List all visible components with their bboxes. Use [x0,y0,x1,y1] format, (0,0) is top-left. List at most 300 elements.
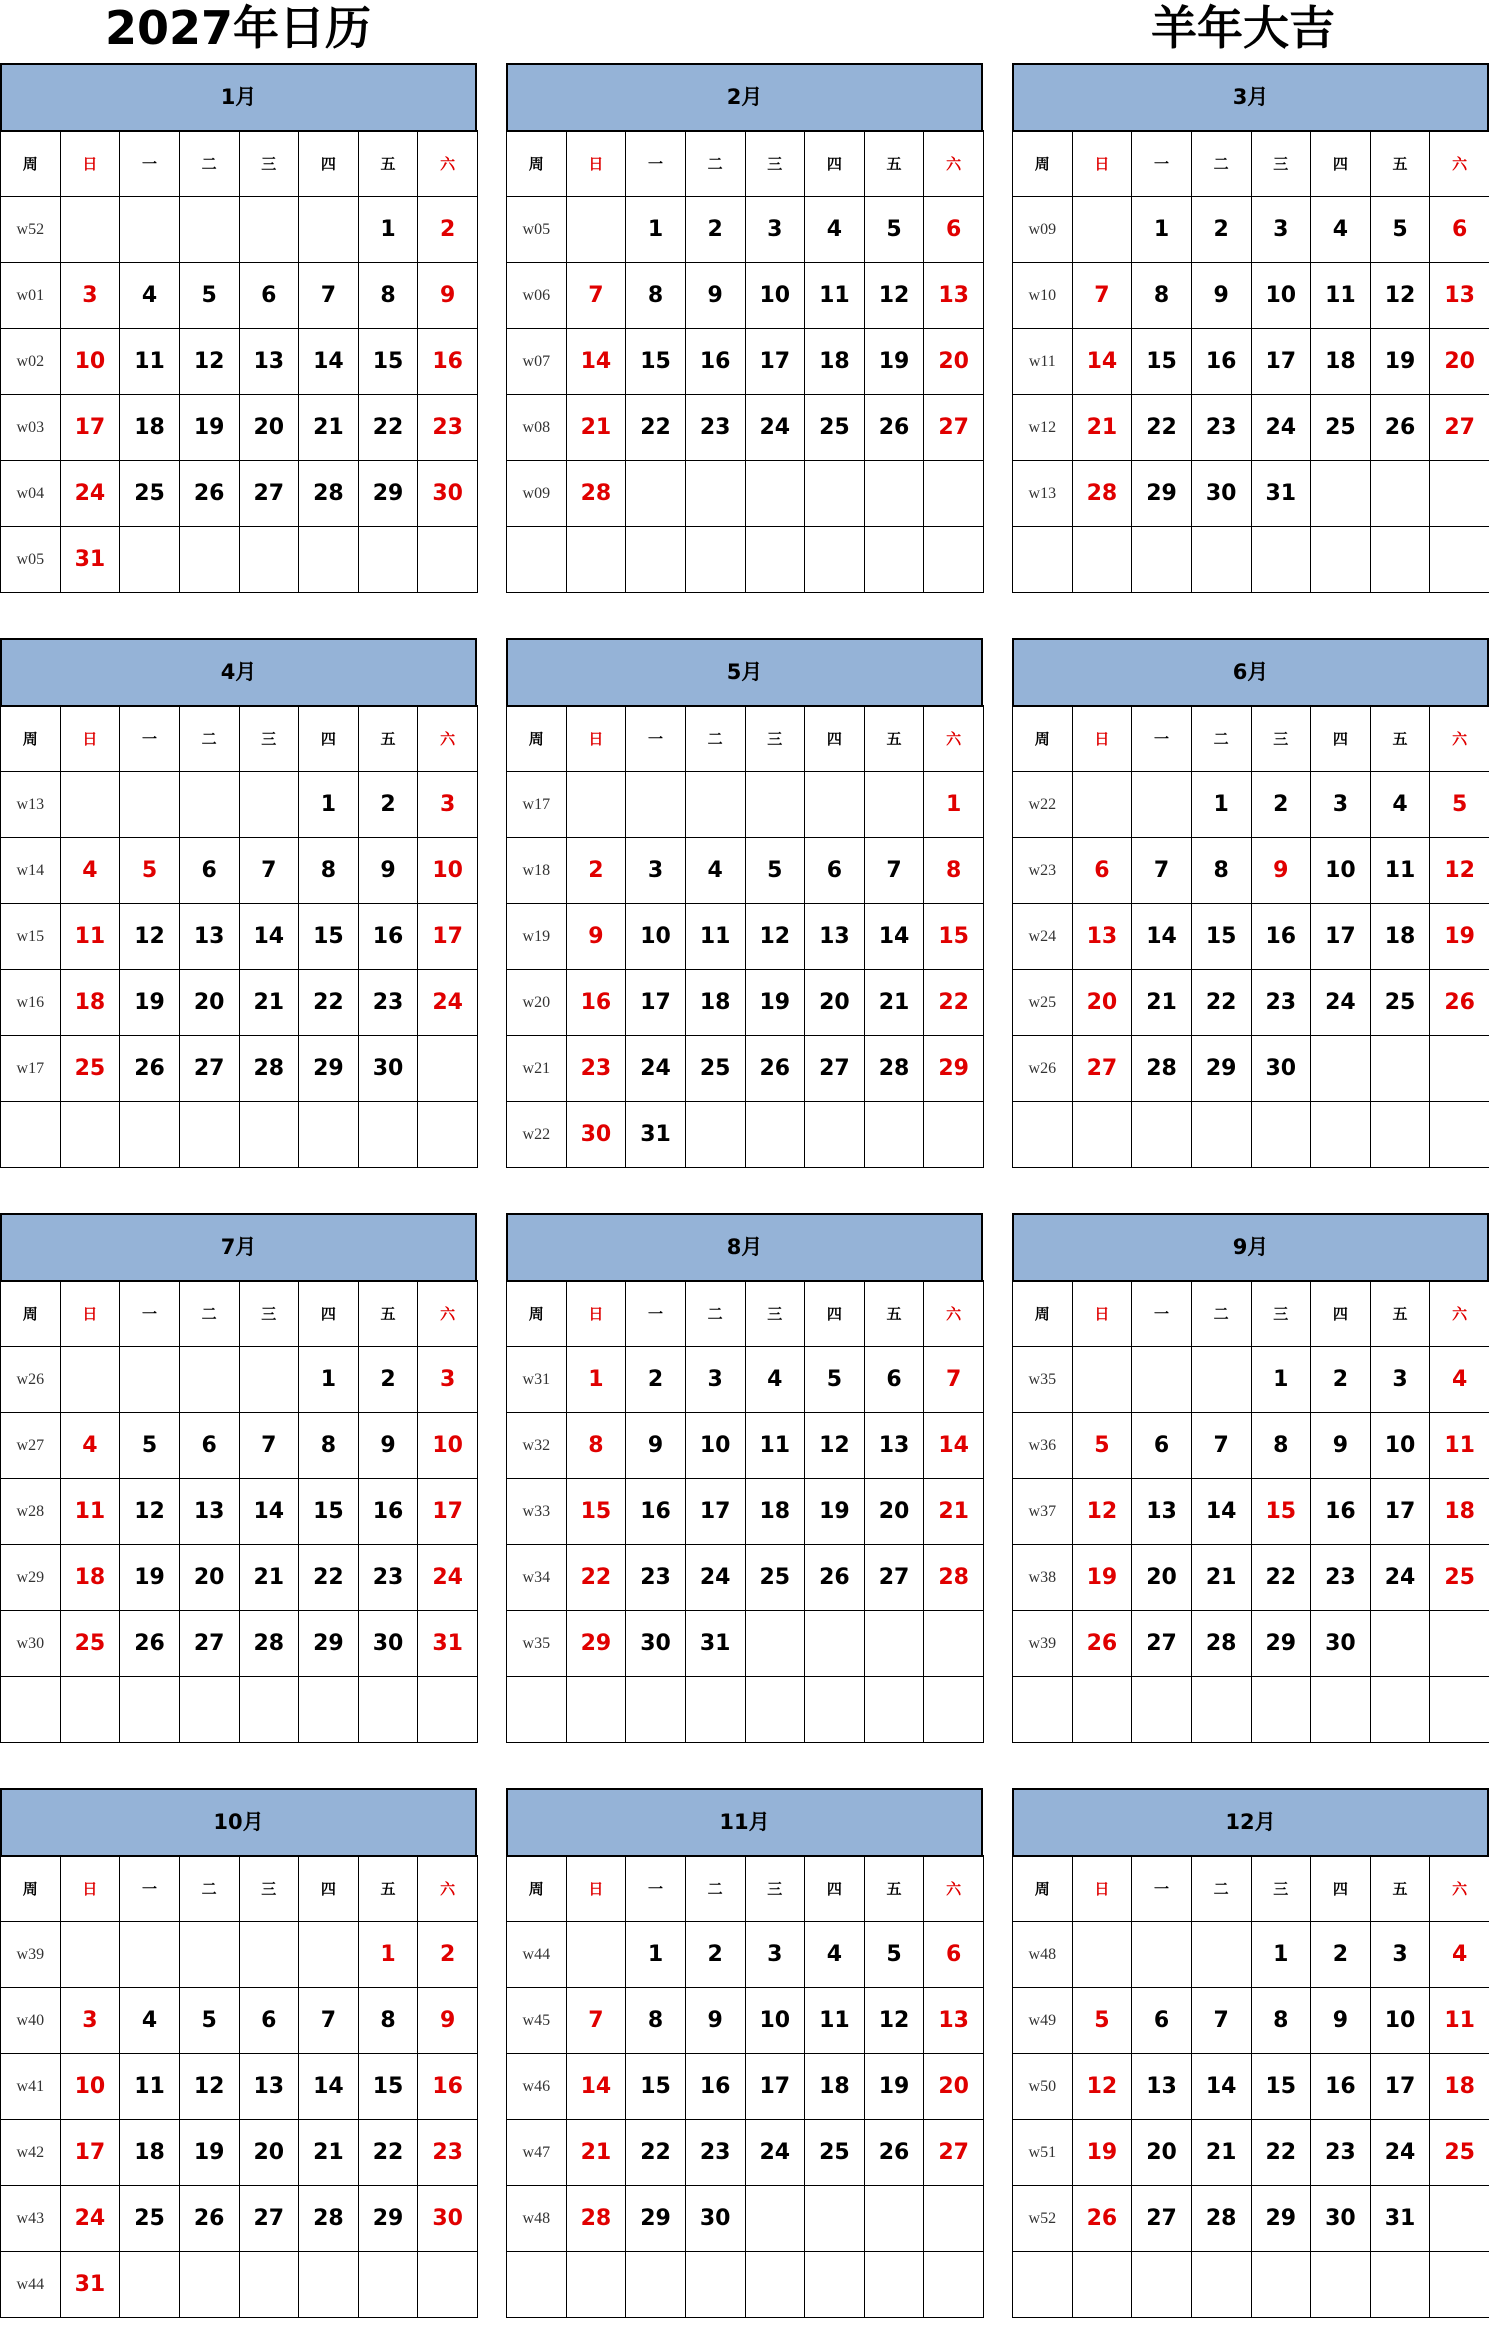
day-cell: 22 [1132,395,1192,461]
empty-day-cell [1370,461,1430,527]
day-cell: 15 [299,1479,359,1545]
empty-day-cell [805,461,865,527]
weekday-label: 二 [685,131,745,197]
weekday-label: 一 [1132,1856,1192,1922]
weekday-label: 一 [626,1856,686,1922]
week-row [507,2252,984,2318]
weekday-label: 六 [924,1281,984,1347]
week-row [507,1545,984,1611]
week-row [507,461,984,527]
day-cell: 3 [745,1922,805,1988]
day-cell: 7 [1191,1988,1251,2054]
day-cell: 26 [1370,395,1430,461]
day-cell: 26 [120,1036,180,1102]
week-row [1,263,478,329]
day-cell: 8 [566,1413,626,1479]
day-cell: 15 [1251,1479,1311,1545]
weekday-label: 四 [805,706,865,772]
weekday-label: 日 [1072,1856,1132,1922]
weekday-label: 五 [358,1856,418,1922]
day-cell: 9 [1311,1413,1371,1479]
week-row [1013,1036,1489,1102]
empty-day-cell [626,772,686,838]
day-cell: 15 [1132,329,1192,395]
week-row [1,1611,478,1677]
day-cell: 2 [566,838,626,904]
week-row [1013,2252,1489,2318]
week-number: w31 [507,1347,567,1413]
day-cell: 17 [418,1479,478,1545]
day-cell: 26 [1072,2186,1132,2252]
week-number: w14 [1,838,61,904]
empty-day-cell [239,527,299,593]
day-cell: 27 [1430,395,1489,461]
week-number: w42 [1,2120,61,2186]
weekday-label: 三 [745,706,805,772]
week-number: w48 [507,2186,567,2252]
day-cell: 6 [805,838,865,904]
weekday-label: 三 [239,1856,299,1922]
week-row [1013,1611,1489,1677]
day-cell: 18 [685,970,745,1036]
day-cell: 31 [60,2252,120,2318]
day-cell: 20 [179,970,239,1036]
day-cell: 31 [1370,2186,1430,2252]
weekday-header-row [1,1856,478,1922]
empty-day-cell [1072,1677,1132,1743]
week-number: w21 [507,1036,567,1102]
day-cell: 21 [1072,395,1132,461]
day-cell: 11 [1311,263,1371,329]
week-row [1,2252,478,2318]
day-cell: 13 [179,1479,239,1545]
month-grid [1012,1280,1489,1743]
empty-day-cell [1072,197,1132,263]
day-cell: 17 [418,904,478,970]
day-cell: 4 [120,263,180,329]
day-cell: 24 [626,1036,686,1102]
empty-day-cell [1072,1347,1132,1413]
empty-day-cell [299,1922,359,1988]
day-cell: 10 [60,2054,120,2120]
weekday-label: 四 [805,1281,865,1347]
week-row [1,1036,478,1102]
day-cell: 15 [1191,904,1251,970]
week-row [507,2186,984,2252]
empty-day-cell [1430,2186,1489,2252]
week-number: w02 [1,329,61,395]
empty-day-cell [805,1677,865,1743]
empty-day-cell [179,1102,239,1168]
empty-day-cell [299,1677,359,1743]
week-number: w30 [1,1611,61,1677]
empty-day-cell [299,527,359,593]
day-cell: 16 [418,2054,478,2120]
day-cell: 21 [299,395,359,461]
day-cell: 25 [60,1611,120,1677]
day-cell: 29 [1251,2186,1311,2252]
day-cell: 16 [1311,1479,1371,1545]
day-cell: 10 [1370,1988,1430,2054]
day-cell: 19 [1430,904,1489,970]
empty-day-cell [239,197,299,263]
day-cell: 9 [418,263,478,329]
week-number: w52 [1,197,61,263]
day-cell: 28 [566,461,626,527]
day-cell: 8 [1191,838,1251,904]
week-row [507,395,984,461]
empty-day-cell [1191,1922,1251,1988]
weekday-label: 五 [358,131,418,197]
empty-day-cell [745,527,805,593]
week-row [1013,197,1489,263]
day-cell: 23 [685,395,745,461]
empty-day-cell [1072,772,1132,838]
day-cell: 20 [1132,1545,1192,1611]
week-row [507,2054,984,2120]
empty-day-cell [1072,1102,1132,1168]
day-cell: 29 [358,2186,418,2252]
day-cell: 17 [626,970,686,1036]
day-cell: 18 [1430,2054,1489,2120]
empty-day-cell [1132,2252,1192,2318]
empty-day-cell [239,2252,299,2318]
day-cell: 13 [1430,263,1489,329]
week-number: w44 [507,1922,567,1988]
day-cell: 1 [924,772,984,838]
empty-day-cell [418,1036,478,1102]
empty-day-cell [805,1102,865,1168]
day-cell: 5 [1430,772,1489,838]
month-grid [1012,130,1489,593]
day-cell: 16 [1251,904,1311,970]
weekday-label: 五 [1370,131,1430,197]
week-number: w19 [507,904,567,970]
day-cell: 4 [805,197,865,263]
empty-day-cell [179,1922,239,1988]
weekday-label: 六 [418,1856,478,1922]
day-cell: 7 [239,1413,299,1479]
week-number: w40 [1,1988,61,2054]
week-number [1013,2252,1073,2318]
day-cell: 16 [685,2054,745,2120]
empty-day-cell [1430,461,1489,527]
month-grid [0,1855,478,2318]
weekday-label: 日 [1072,706,1132,772]
day-cell: 6 [1132,1413,1192,1479]
day-cell: 20 [1132,2120,1192,2186]
week-number: w11 [1013,329,1073,395]
empty-day-cell [120,1102,180,1168]
week-number: w01 [1,263,61,329]
week-number-header: 周 [507,131,567,197]
day-cell: 21 [299,2120,359,2186]
day-cell: 16 [1191,329,1251,395]
day-cell: 28 [299,461,359,527]
day-cell: 25 [60,1036,120,1102]
weekday-header-row [507,1281,984,1347]
empty-day-cell [1311,1102,1371,1168]
day-cell: 7 [566,263,626,329]
day-cell: 26 [120,1611,180,1677]
weekday-header-row [1,1281,478,1347]
empty-day-cell [745,1677,805,1743]
weekday-label: 三 [239,1281,299,1347]
empty-day-cell [1191,2252,1251,2318]
week-number-header: 周 [507,1856,567,1922]
empty-day-cell [1072,2252,1132,2318]
week-number: w15 [1,904,61,970]
empty-day-cell [120,1922,180,1988]
day-cell: 8 [626,263,686,329]
day-cell: 24 [745,2120,805,2186]
week-row [1,838,478,904]
day-cell: 5 [864,1922,924,1988]
day-cell: 31 [60,527,120,593]
empty-day-cell [626,1677,686,1743]
week-row [1013,395,1489,461]
month-grid [506,1855,984,2318]
week-number: w13 [1,772,61,838]
day-cell: 15 [626,329,686,395]
day-cell: 2 [358,1347,418,1413]
month-calendar [1012,1213,1489,1756]
day-cell: 13 [1072,904,1132,970]
weekday-header-row [1,706,478,772]
day-cell: 24 [685,1545,745,1611]
day-cell: 4 [745,1347,805,1413]
day-cell: 3 [1311,772,1371,838]
day-cell: 1 [299,772,359,838]
empty-day-cell [924,1611,984,1677]
day-cell: 8 [358,263,418,329]
month-title: 3月 [1012,63,1489,132]
day-cell: 13 [924,1988,984,2054]
weekday-label: 二 [179,706,239,772]
day-cell: 24 [418,1545,478,1611]
day-cell: 3 [1370,1347,1430,1413]
day-cell: 11 [60,1479,120,1545]
empty-day-cell [1311,2252,1371,2318]
day-cell: 13 [924,263,984,329]
day-cell: 22 [1251,2120,1311,2186]
empty-day-cell [418,2252,478,2318]
day-cell: 27 [1072,1036,1132,1102]
week-row [507,2120,984,2186]
weekday-label: 六 [924,1856,984,1922]
month-calendar [0,1213,477,1756]
month-calendar [1012,63,1489,606]
day-cell: 27 [239,461,299,527]
weekday-label: 四 [1311,706,1371,772]
day-cell: 23 [1251,970,1311,1036]
day-cell: 2 [1251,772,1311,838]
week-number: w13 [1013,461,1073,527]
day-cell: 28 [239,1611,299,1677]
day-cell: 4 [1370,772,1430,838]
weekday-label: 日 [566,131,626,197]
day-cell: 25 [805,2120,865,2186]
day-cell: 27 [924,2120,984,2186]
week-number [507,2252,567,2318]
week-number: w41 [1,2054,61,2120]
week-row [1,904,478,970]
empty-day-cell [1132,1922,1192,1988]
day-cell: 8 [1132,263,1192,329]
empty-day-cell [358,1102,418,1168]
weekday-header-row [1013,706,1489,772]
day-cell: 11 [1430,1988,1489,2054]
weekday-label: 一 [120,131,180,197]
weekday-label: 二 [179,131,239,197]
week-row [1,395,478,461]
weekday-label: 三 [745,1281,805,1347]
day-cell: 30 [1311,2186,1371,2252]
empty-day-cell [1370,1677,1430,1743]
day-cell: 18 [1430,1479,1489,1545]
day-cell: 27 [924,395,984,461]
day-cell: 2 [1311,1347,1371,1413]
day-cell: 28 [1072,461,1132,527]
day-cell: 20 [179,1545,239,1611]
month-calendar [506,1213,983,1756]
week-number [507,1677,567,1743]
weekday-label: 四 [805,131,865,197]
week-row [507,1677,984,1743]
week-row [1,1922,478,1988]
weekday-label: 日 [566,1856,626,1922]
empty-day-cell [179,1677,239,1743]
empty-day-cell [566,1922,626,1988]
week-row [1013,1479,1489,1545]
week-number-header: 周 [1,706,61,772]
day-cell: 10 [418,838,478,904]
week-number: w20 [507,970,567,1036]
day-cell: 21 [1191,2120,1251,2186]
day-cell: 6 [179,1413,239,1479]
empty-day-cell [358,2252,418,2318]
weekday-label: 三 [239,131,299,197]
empty-day-cell [418,1677,478,1743]
empty-day-cell [1251,1677,1311,1743]
month-calendar [1012,638,1489,1181]
week-number: w09 [507,461,567,527]
empty-day-cell [745,772,805,838]
empty-day-cell [239,772,299,838]
weekday-label: 五 [864,1281,924,1347]
day-cell: 11 [1370,838,1430,904]
day-cell: 6 [1072,838,1132,904]
day-cell: 12 [179,329,239,395]
day-cell: 1 [626,197,686,263]
day-cell: 29 [358,461,418,527]
day-cell: 10 [685,1413,745,1479]
day-cell: 17 [685,1479,745,1545]
day-cell: 1 [358,1922,418,1988]
week-row [1,2186,478,2252]
weekday-label: 一 [626,131,686,197]
weekday-label: 五 [1370,706,1430,772]
empty-day-cell [179,772,239,838]
week-row [1,197,478,263]
weekday-label: 日 [60,131,120,197]
week-number [1013,1677,1073,1743]
day-cell: 13 [805,904,865,970]
week-number: w37 [1013,1479,1073,1545]
weekday-label: 四 [299,131,359,197]
week-row [507,1347,984,1413]
empty-day-cell [924,1102,984,1168]
day-cell: 11 [120,2054,180,2120]
day-cell: 30 [685,2186,745,2252]
week-number: w39 [1013,1611,1073,1677]
week-row [1013,1347,1489,1413]
day-cell: 26 [745,1036,805,1102]
empty-day-cell [745,2252,805,2318]
day-cell: 22 [626,2120,686,2186]
day-cell: 22 [1251,1545,1311,1611]
day-cell: 30 [1311,1611,1371,1677]
day-cell: 8 [358,1988,418,2054]
empty-day-cell [1251,527,1311,593]
weekday-label: 二 [1191,706,1251,772]
week-row [507,527,984,593]
empty-day-cell [1311,527,1371,593]
day-cell: 3 [418,1347,478,1413]
day-cell: 4 [805,1922,865,1988]
day-cell: 24 [1311,970,1371,1036]
empty-day-cell [685,527,745,593]
day-cell: 12 [1072,2054,1132,2120]
day-cell: 16 [626,1479,686,1545]
day-cell: 12 [805,1413,865,1479]
day-cell: 27 [1132,1611,1192,1677]
day-cell: 10 [1311,838,1371,904]
day-cell: 11 [685,904,745,970]
day-cell: 30 [418,461,478,527]
weekday-label: 四 [299,1856,359,1922]
week-row [1,970,478,1036]
day-cell: 23 [418,2120,478,2186]
day-cell: 10 [1251,263,1311,329]
week-row [507,1988,984,2054]
empty-day-cell [120,527,180,593]
week-row [1013,527,1489,593]
day-cell: 29 [1191,1036,1251,1102]
day-cell: 22 [299,970,359,1036]
day-cell: 5 [805,1347,865,1413]
weekday-label: 五 [864,706,924,772]
empty-day-cell [358,1677,418,1743]
weekday-label: 日 [60,706,120,772]
day-cell: 8 [1251,1988,1311,2054]
day-cell: 7 [566,1988,626,2054]
empty-day-cell [120,772,180,838]
week-row [507,1611,984,1677]
week-number: w04 [1,461,61,527]
empty-day-cell [685,1102,745,1168]
day-cell: 28 [239,1036,299,1102]
empty-day-cell [1251,2252,1311,2318]
weekday-label: 四 [805,1856,865,1922]
week-number-header: 周 [1013,1281,1073,1347]
week-row [507,329,984,395]
zodiac-greeting: 羊年大吉 [1151,1,1335,55]
day-cell: 20 [924,2054,984,2120]
week-number-header: 周 [1013,706,1073,772]
month-title: 1月 [0,63,477,132]
week-number-header: 周 [1013,131,1073,197]
